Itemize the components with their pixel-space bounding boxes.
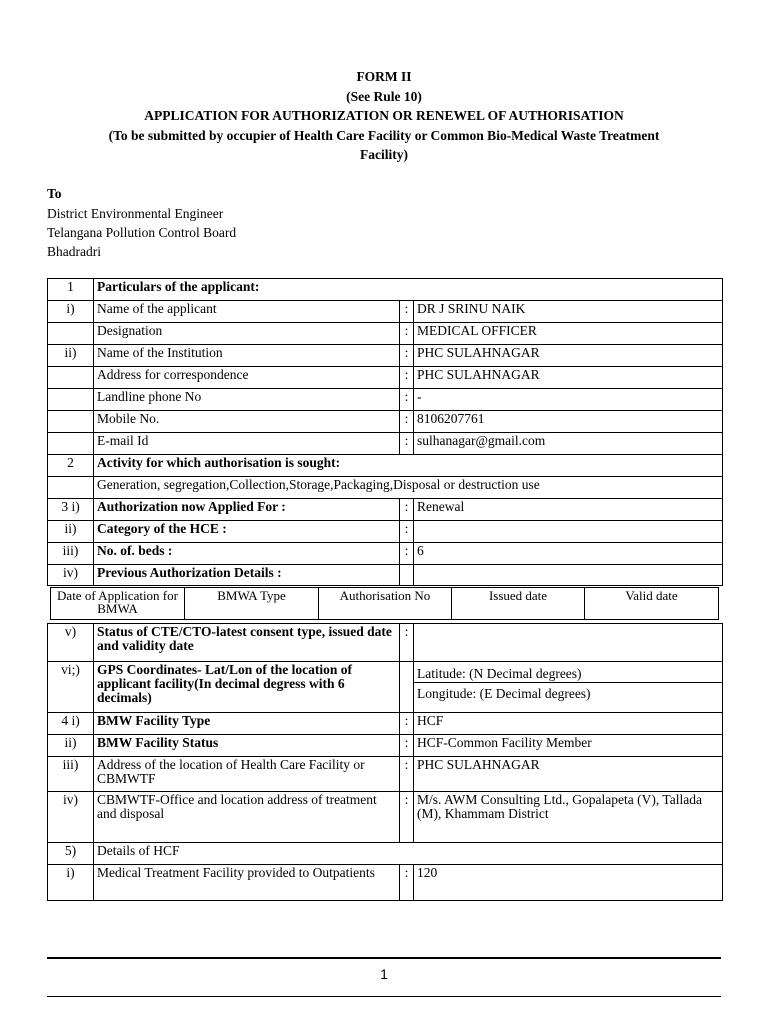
institution-value: PHC SULAHNAGAR — [414, 345, 723, 367]
designation-value: MEDICAL OFFICER — [414, 323, 723, 345]
bmwa-col-valid: Valid date — [585, 588, 719, 620]
table-row: Mobile No. : 8106207761 — [48, 411, 723, 433]
table-row: Landline phone No : - — [48, 389, 723, 411]
field-label: Address of the location of Health Care Facility or CBMWTF — [94, 757, 400, 792]
landline-value: - — [414, 389, 723, 411]
table-row: 3 i) Authorization now Applied For : : Renewal — [48, 499, 723, 521]
cbmwtf-address-value: M/s. AWM Consulting Ltd., Gopalapeta (V), Tallada (M), Khammam District — [414, 792, 723, 843]
applicant-table — [47, 278, 723, 586]
field-label: Medical Treatment Facility provided to Outpatients — [94, 865, 400, 901]
page-number: 1 — [380, 966, 388, 982]
form-title: APPLICATION FOR AUTHORIZATION OR RENEWEL OF AUTHORISATION — [144, 108, 624, 123]
table-row: E-mail Id : sulhanagar@gmail.com — [48, 433, 723, 455]
rule-reference: (See Rule 10) — [346, 89, 422, 104]
table-row: ii) BMW Facility Status : HCF-Common Facility Member — [48, 735, 723, 757]
authorization-applied-value: Renewal — [414, 499, 723, 521]
mobile-value: 8106207761 — [414, 411, 723, 433]
section5-heading: Details of HCF — [94, 843, 723, 865]
footer-rule-top — [47, 957, 721, 959]
table-row: iii) Address of the location of Health Care Facility or CBMWTF : PHC SULAHNAGAR — [48, 757, 723, 792]
section5-number: 5) — [48, 843, 94, 865]
field-label: No. of. beds : — [94, 543, 400, 565]
table-row: i) Name of the applicant : DR J SRINU NAIK — [48, 301, 723, 323]
form-subtitle-line1: (To be submitted by occupier of Health Care Facility or Common Bio-Medical Waste Treatment — [108, 128, 660, 143]
form-subtitle-line2: Facility) — [360, 147, 408, 162]
field-label: Address for correspondence — [94, 367, 400, 389]
form-number: FORM II — [356, 69, 412, 84]
bmwa-col-auth-no: Authorisation No — [319, 588, 452, 620]
hce-category-value — [414, 521, 723, 543]
table-row: ii) Name of the Institution : PHC SULAHNAGAR — [48, 345, 723, 367]
bmwa-col-date: Date of Application for BMWA — [51, 588, 185, 620]
field-label: Category of the HCE : — [94, 521, 400, 543]
table-row: i) Medical Treatment Facility provided to Outpatients : 120 — [48, 865, 723, 901]
applicant-name-value: DR J SRINU NAIK — [414, 301, 723, 323]
addressee-line1: District Environmental Engineer — [47, 206, 224, 221]
table-row: Address for correspondence : PHC SULAHNAGAR — [48, 367, 723, 389]
field-label: E-mail Id — [94, 433, 400, 455]
bmwa-col-type: BMWA Type — [185, 588, 319, 620]
field-label: GPS Coordinates- Lat/Lon of the location of applicant facility(In decimal degress with 6 decimals) — [94, 662, 400, 713]
outpatients-value: 120 — [414, 865, 723, 901]
bmwa-table — [50, 587, 719, 620]
hcf-location-value: PHC SULAHNAGAR — [414, 757, 723, 792]
table-row: Designation : MEDICAL OFFICER — [48, 323, 723, 345]
field-label: BMW Facility Status — [94, 735, 400, 757]
facility-table — [47, 623, 723, 901]
bmwa-col-issued: Issued date — [452, 588, 585, 620]
table-row: iv) Previous Authorization Details : — [48, 565, 723, 586]
field-label: BMW Facility Type — [94, 713, 400, 735]
table-row: iv) CBMWTF-Office and location address of treatment and disposal : M/s. AWM Consulting Ltd., Gopalapeta (V), Tallada (M), Khammam District — [48, 792, 723, 843]
table-row: 4 i) BMW Facility Type : HCF — [48, 713, 723, 735]
addressee-to: To — [47, 186, 62, 201]
table-row: ii) Category of the HCE : : — [48, 521, 723, 543]
field-label: Status of CTE/CTO-latest consent type, issued date and validity date — [94, 624, 400, 662]
section2-heading: Activity for which authorisation is sought: — [94, 455, 723, 477]
beds-value: 6 — [414, 543, 723, 565]
previous-authorization-value — [414, 565, 723, 586]
field-label: Name of the applicant — [94, 301, 400, 323]
table-row: v) Status of CTE/CTO-latest consent type, issued date and validity date : — [48, 624, 723, 662]
table-row: iii) No. of. beds : : 6 — [48, 543, 723, 565]
email-value: sulhanagar@gmail.com — [414, 433, 723, 455]
latitude-value: Latitude: (N Decimal degrees) — [414, 662, 723, 683]
activity-value: Generation, segregation,Collection,Storage,Packaging,Disposal or destruction use — [94, 477, 723, 499]
address-value: PHC SULAHNAGAR — [414, 367, 723, 389]
table-row: vi;) GPS Coordinates- Lat/Lon of the location of applicant facility(In decimal degress with 6 decimals) Latitude: (N Decimal degrees) — [48, 662, 723, 683]
section2-number: 2 — [48, 455, 94, 477]
field-label: Authorization now Applied For : — [94, 499, 400, 521]
field-label: Name of the Institution — [94, 345, 400, 367]
section1-heading: Particulars of the applicant: — [94, 279, 723, 301]
field-label: Previous Authorization Details : — [94, 565, 400, 586]
footer-rule-bottom — [47, 996, 721, 997]
addressee-line3: Bhadradri — [47, 244, 101, 259]
field-label: Mobile No. — [94, 411, 400, 433]
addressee-line2: Telangana Pollution Control Board — [47, 225, 237, 240]
bmw-facility-type-value: HCF — [414, 713, 723, 735]
bmw-facility-status-value: HCF-Common Facility Member — [414, 735, 723, 757]
section1-number: 1 — [48, 279, 94, 301]
longitude-value: Longitude: (E Decimal degrees) — [414, 683, 723, 713]
cte-cto-value — [414, 624, 723, 662]
field-label: Landline phone No — [94, 389, 400, 411]
field-label: CBMWTF-Office and location address of treatment and disposal — [94, 792, 400, 843]
field-label: Designation — [94, 323, 400, 345]
